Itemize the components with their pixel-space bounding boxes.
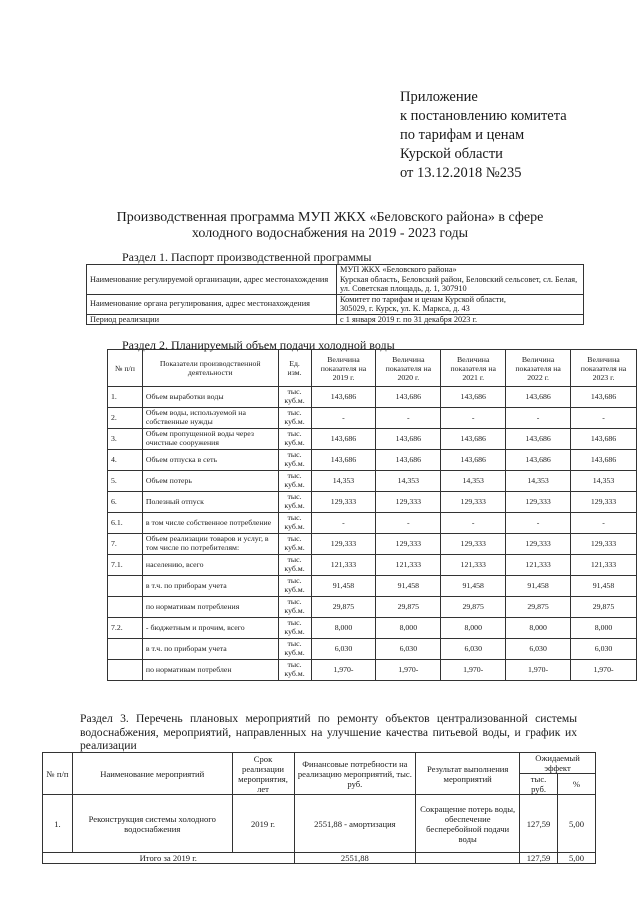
value-cell: -: [506, 513, 571, 534]
value-cell: 6,030: [441, 639, 506, 660]
value-cell: 121,333: [376, 555, 441, 576]
unit-cell: тыс. куб.м.: [278, 576, 311, 597]
passport-label: Период реализации: [87, 314, 337, 325]
indicator-name: Объем выработки воды: [142, 387, 278, 408]
value-cell: 121,333: [441, 555, 506, 576]
table-row: [108, 408, 637, 429]
value-cell: 14,353: [376, 471, 441, 492]
unit-cell: тыс. куб.м.: [278, 639, 311, 660]
column-header: Наименование мероприятий: [72, 753, 232, 795]
unit-cell: тыс. куб.м.: [278, 660, 311, 681]
value-cell: 143,686: [376, 429, 441, 450]
row-number: 6.: [108, 492, 143, 513]
value-cell: 29,875: [311, 597, 376, 618]
unit-cell: тыс. куб.м.: [278, 513, 311, 534]
indicator-name: в т.ч. по приборам учета: [142, 576, 278, 597]
indicator-name: Объем реализации товаров и услуг, в том числе по потребителям:: [142, 534, 278, 555]
cell: Сокращение потерь воды, обеспечение бесперебойной подачи воды: [416, 795, 520, 853]
value-cell: 143,686: [506, 429, 571, 450]
passport-label: Наименование регулируемой организации, адрес местонахождения: [87, 265, 337, 295]
table-row: [108, 492, 637, 513]
value-cell: 14,353: [441, 471, 506, 492]
value-cell: 29,875: [441, 597, 506, 618]
indicator-name: Полезный отпуск: [142, 492, 278, 513]
column-header: Финансовые потребности на реализацию мероприятий, тыс. руб.: [294, 753, 416, 795]
value-cell: 143,686: [571, 387, 637, 408]
row-number: 1.: [108, 387, 143, 408]
passport-value: МУП ЖКХ «Беловского района» Курская область, Беловский район, Беловский сельсовет, сл. Белая, ул. Советская площадь, д. 1, 307910: [337, 265, 584, 295]
cell: 2551,88: [294, 853, 416, 864]
table-row: [87, 265, 584, 295]
value-cell: 1,970-: [441, 660, 506, 681]
indicator-name: по нормативам потребления: [142, 597, 278, 618]
section2-heading: Раздел 2. Планируемый объем подачи холодной воды: [122, 338, 395, 352]
appendix-line: по тарифам и ценам: [400, 127, 525, 143]
value-cell: 129,333: [441, 492, 506, 513]
column-header: Величина показателя на 2021 г.: [441, 350, 506, 387]
table-row: [43, 795, 596, 853]
cell: Реконструкция системы холодного водоснабжения: [72, 795, 232, 853]
cell: 127,59: [520, 853, 558, 864]
value-cell: 91,458: [571, 576, 637, 597]
value-cell: 143,686: [571, 450, 637, 471]
value-cell: 143,686: [441, 450, 506, 471]
value-cell: 129,333: [506, 534, 571, 555]
value-cell: 143,686: [376, 450, 441, 471]
unit-cell: тыс. куб.м.: [278, 597, 311, 618]
appendix-date: от 13.12.2018 №235: [400, 165, 522, 181]
value-cell: -: [376, 408, 441, 429]
unit-cell: тыс. куб.м.: [278, 408, 311, 429]
column-header: Ожидаемый эффект: [520, 753, 596, 774]
column-header: Величина показателя на 2022 г.: [506, 350, 571, 387]
value-cell: -: [571, 513, 637, 534]
unit-cell: тыс. куб.м.: [278, 618, 311, 639]
table-header-row: [108, 350, 637, 387]
appendix-block: [400, 88, 567, 183]
passport-table: [86, 264, 584, 325]
value-cell: 129,333: [441, 534, 506, 555]
column-header: № п/п: [43, 753, 73, 795]
value-cell: 91,458: [376, 576, 441, 597]
value-cell: 8,000: [571, 618, 637, 639]
row-number: 7.: [108, 534, 143, 555]
row-number: [108, 597, 143, 618]
value-cell: 143,686: [311, 450, 376, 471]
value-cell: 129,333: [571, 534, 637, 555]
unit-cell: тыс. куб.м.: [278, 429, 311, 450]
row-number: 6.1.: [108, 513, 143, 534]
value-cell: 143,686: [311, 429, 376, 450]
table-row: [108, 429, 637, 450]
passport-value: с 1 января 2019 г. по 31 декабря 2023 г.: [337, 314, 584, 325]
document-title: [90, 210, 570, 242]
indicator-name: Объем отпуска в сеть: [142, 450, 278, 471]
row-number: 7.2.: [108, 618, 143, 639]
table-row: [108, 471, 637, 492]
cell: 1.: [43, 795, 73, 853]
unit-cell: тыс. куб.м.: [278, 387, 311, 408]
value-cell: 1,970-: [506, 660, 571, 681]
table-row: [108, 555, 637, 576]
unit-cell: тыс. куб.м.: [278, 534, 311, 555]
value-cell: 6,030: [311, 639, 376, 660]
cell: 5,00: [558, 853, 596, 864]
cell: 2551,88 - амортизация: [294, 795, 416, 853]
column-header: %: [558, 774, 596, 795]
unit-cell: тыс. куб.м.: [278, 555, 311, 576]
water-volume-table: [107, 349, 637, 681]
value-cell: 8,000: [506, 618, 571, 639]
value-cell: 8,000: [311, 618, 376, 639]
value-cell: 29,875: [376, 597, 441, 618]
table-row: [87, 314, 584, 325]
appendix-line: Приложение: [400, 89, 478, 105]
value-cell: 129,333: [311, 492, 376, 513]
value-cell: 143,686: [376, 387, 441, 408]
column-header: Срок реализации мероприятия, лет: [232, 753, 294, 795]
indicator-name: - бюджетным и прочим, всего: [142, 618, 278, 639]
row-number: [108, 639, 143, 660]
column-header: Величина показателя на 2023 г.: [571, 350, 637, 387]
indicator-name: населению, всего: [142, 555, 278, 576]
table-row: [108, 660, 637, 681]
value-cell: 121,333: [506, 555, 571, 576]
table-row: [108, 576, 637, 597]
table-row: [87, 294, 584, 314]
value-cell: 129,333: [376, 534, 441, 555]
value-cell: 29,875: [571, 597, 637, 618]
value-cell: 8,000: [376, 618, 441, 639]
value-cell: 143,686: [311, 387, 376, 408]
table-row: [108, 639, 637, 660]
value-cell: 8,000: [441, 618, 506, 639]
indicator-name: Объем пропущенной воды через очистные сооружения: [142, 429, 278, 450]
indicator-name: Объем потерь: [142, 471, 278, 492]
row-number: 4.: [108, 450, 143, 471]
column-header: Показатели производственной деятельности: [142, 350, 278, 387]
value-cell: -: [376, 513, 441, 534]
passport-value: Комитет по тарифам и ценам Курской области, 305029, г. Курск, ул. К. Маркса, д. 43: [337, 294, 584, 314]
value-cell: -: [311, 513, 376, 534]
row-number: 2.: [108, 408, 143, 429]
value-cell: 29,875: [506, 597, 571, 618]
value-cell: 91,458: [441, 576, 506, 597]
indicator-name: в том числе собственное потребление: [142, 513, 278, 534]
indicator-name: Объем воды, используемой на собственные нужды: [142, 408, 278, 429]
section3-heading: Раздел 3. Перечень плановых мероприятий по ремонту объектов централизованной системы водоснабжения, мероприятий, направленных на улучшение качества питьевой воды, и график их реализации: [80, 712, 577, 752]
unit-cell: тыс. куб.м.: [278, 492, 311, 513]
row-number: 7.1.: [108, 555, 143, 576]
value-cell: 6,030: [376, 639, 441, 660]
appendix-line: к постановлению комитета: [400, 108, 567, 124]
table-row: [108, 513, 637, 534]
value-cell: 129,333: [506, 492, 571, 513]
value-cell: 6,030: [571, 639, 637, 660]
column-header: тыс. руб.: [520, 774, 558, 795]
indicator-name: в т.ч. по приборам учета: [142, 639, 278, 660]
value-cell: 129,333: [311, 534, 376, 555]
column-header: Величина показателя на 2019 г.: [311, 350, 376, 387]
row-number: 3.: [108, 429, 143, 450]
table-row: [108, 450, 637, 471]
measures-table: [42, 752, 596, 864]
value-cell: 143,686: [506, 387, 571, 408]
cell: 5,00: [558, 795, 596, 853]
table-header-row: [43, 753, 596, 774]
unit-cell: тыс. куб.м.: [278, 471, 311, 492]
table-row: [108, 597, 637, 618]
table-row: [108, 618, 637, 639]
value-cell: 121,333: [311, 555, 376, 576]
value-cell: 1,970-: [571, 660, 637, 681]
value-cell: 143,686: [571, 429, 637, 450]
column-header: Ед. изм.: [278, 350, 311, 387]
value-cell: -: [441, 408, 506, 429]
total-row: [43, 853, 596, 864]
appendix-line: Курской области: [400, 146, 503, 162]
table-row: [108, 534, 637, 555]
value-cell: 129,333: [376, 492, 441, 513]
value-cell: 143,686: [506, 450, 571, 471]
indicator-name: по нормативам потреблен: [142, 660, 278, 681]
value-cell: 143,686: [441, 387, 506, 408]
value-cell: -: [571, 408, 637, 429]
value-cell: 121,333: [571, 555, 637, 576]
section1-heading: Раздел 1. Паспорт производственной программы: [122, 250, 372, 264]
column-header: Величина показателя на 2020 г.: [376, 350, 441, 387]
value-cell: 14,353: [571, 471, 637, 492]
value-cell: 1,970-: [376, 660, 441, 681]
value-cell: 6,030: [506, 639, 571, 660]
value-cell: 14,353: [311, 471, 376, 492]
column-header: Результат выполнения мероприятий: [416, 753, 520, 795]
title-line: холодного водоснабжения на 2019 - 2023 годы: [191, 226, 469, 241]
row-number: [108, 660, 143, 681]
row-number: [108, 576, 143, 597]
cell: 2019 г.: [232, 795, 294, 853]
passport-label: Наименование органа регулирования, адрес местонахождения: [87, 294, 337, 314]
value-cell: 129,333: [571, 492, 637, 513]
title-line: Производственная программа МУП ЖКХ «Беловского района» в сфере: [116, 210, 544, 225]
value-cell: 1,970-: [311, 660, 376, 681]
value-cell: -: [441, 513, 506, 534]
cell: 127,59: [520, 795, 558, 853]
value-cell: -: [311, 408, 376, 429]
cell: [416, 853, 520, 864]
value-cell: -: [506, 408, 571, 429]
value-cell: 91,458: [506, 576, 571, 597]
value-cell: 91,458: [311, 576, 376, 597]
unit-cell: тыс. куб.м.: [278, 450, 311, 471]
value-cell: 143,686: [441, 429, 506, 450]
value-cell: 14,353: [506, 471, 571, 492]
table-row: [108, 387, 637, 408]
row-number: 5.: [108, 471, 143, 492]
cell: Итого за 2019 г.: [43, 853, 295, 864]
column-header: № п/п: [108, 350, 143, 387]
